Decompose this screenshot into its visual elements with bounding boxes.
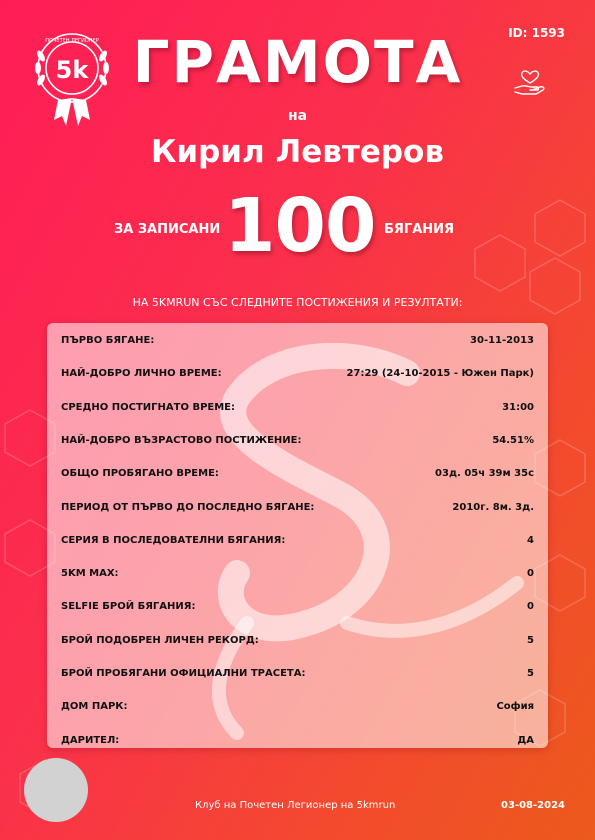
stat-label: НАЙ-ДОБРО ЛИЧНО ВРЕМЕ:: [61, 368, 222, 380]
stat-row: [61, 491, 534, 524]
stat-value: 2010г. 8м. 3д.: [452, 501, 534, 513]
stat-label: ДАРИТЕЛ:: [61, 734, 120, 746]
stat-value: 30-11-2013: [470, 335, 534, 346]
stat-label: ОБЩО ПРОБЯГАНО ВРЕМЕ:: [61, 468, 219, 480]
stat-row: [61, 624, 534, 657]
stat-value: ДА: [517, 734, 534, 746]
for-label: ЗА ЗАПИСАНИ: [114, 222, 221, 237]
footer-club: Клуб на Почетен Легионер на 5kmrun: [195, 800, 396, 811]
stat-row: [61, 391, 534, 424]
stat-row: [61, 557, 534, 590]
stat-value: 4: [527, 534, 534, 546]
stat-value: София: [496, 701, 534, 713]
stat-value: 5: [527, 634, 534, 646]
stat-value: 0: [527, 568, 534, 580]
preposition-text: на: [287, 108, 308, 124]
stats-panel: [47, 323, 548, 748]
stat-label: ДОМ ПАРК:: [61, 701, 128, 713]
stat-row: [61, 524, 534, 557]
certificate-id: ID: 1593: [508, 26, 565, 40]
stat-label: ПЪРВО БЯГАНЕ:: [61, 335, 155, 346]
stat-row: [61, 724, 534, 748]
stat-value: 03д. 05ч 39м 35с: [435, 468, 534, 480]
stat-label: ПЕРИОД ОТ ПЪРВО ДО ПОСЛЕДНО БЯГАНЕ:: [61, 501, 315, 513]
run-count: 100: [224, 183, 376, 269]
stat-label: НАЙ-ДОБРО ВЪЗРАСТОВО ПОСТИЖЕНИЕ:: [61, 434, 302, 446]
stat-row: [61, 357, 534, 390]
stat-value: 5: [527, 668, 534, 679]
stat-label: БРОЙ ПОДОБРЕН ЛИЧЕН РЕКОРД:: [61, 634, 259, 646]
stat-label: СЕРИЯ В ПОСЛЕДОВАТЕЛНИ БЯГАНИЯ:: [61, 534, 286, 546]
stat-row: [61, 590, 534, 623]
stat-row: [61, 457, 534, 490]
stat-row: [61, 690, 534, 723]
stat-value: 31:00: [502, 401, 534, 413]
avatar-placeholder: [24, 758, 88, 822]
stat-value: 27:29 (24-10-2015 - Южен Парк): [346, 368, 534, 380]
stat-value: 0: [527, 601, 534, 613]
achievements-subtitle: НА 5KMRUN СЪС СЛЕДНИТЕ ПОСТИЖЕНИЯ И РЕЗУЛТАТИ:: [132, 296, 463, 309]
footer-date: 03-08-2024: [501, 800, 565, 811]
stat-label: SELFIE БРОЙ БЯГАНИЯ:: [61, 601, 196, 613]
logo-initials: 5k: [55, 56, 89, 84]
stat-row: [61, 324, 534, 357]
stat-label: БРОЙ ПРОБЯГАНИ ОФИЦИАЛНИ ТРАСЕТА:: [61, 668, 306, 679]
logo-arc-text: ПОЧЕТЕН ЛЕГИОНЕР: [45, 38, 99, 44]
recipient-name: Кирил Левтеров: [151, 134, 444, 170]
stat-value: 54.51%: [492, 434, 534, 446]
runs-label: БЯГАНИЯ: [384, 222, 455, 237]
stat-row: [61, 657, 534, 690]
stat-label: 5KM MAX:: [61, 568, 119, 580]
stat-row: [61, 424, 534, 457]
stat-label: СРЕДНО ПОСТИГНАТО ВРЕМЕ:: [61, 401, 236, 413]
certificate-title: ГРАМОТА: [132, 28, 463, 96]
